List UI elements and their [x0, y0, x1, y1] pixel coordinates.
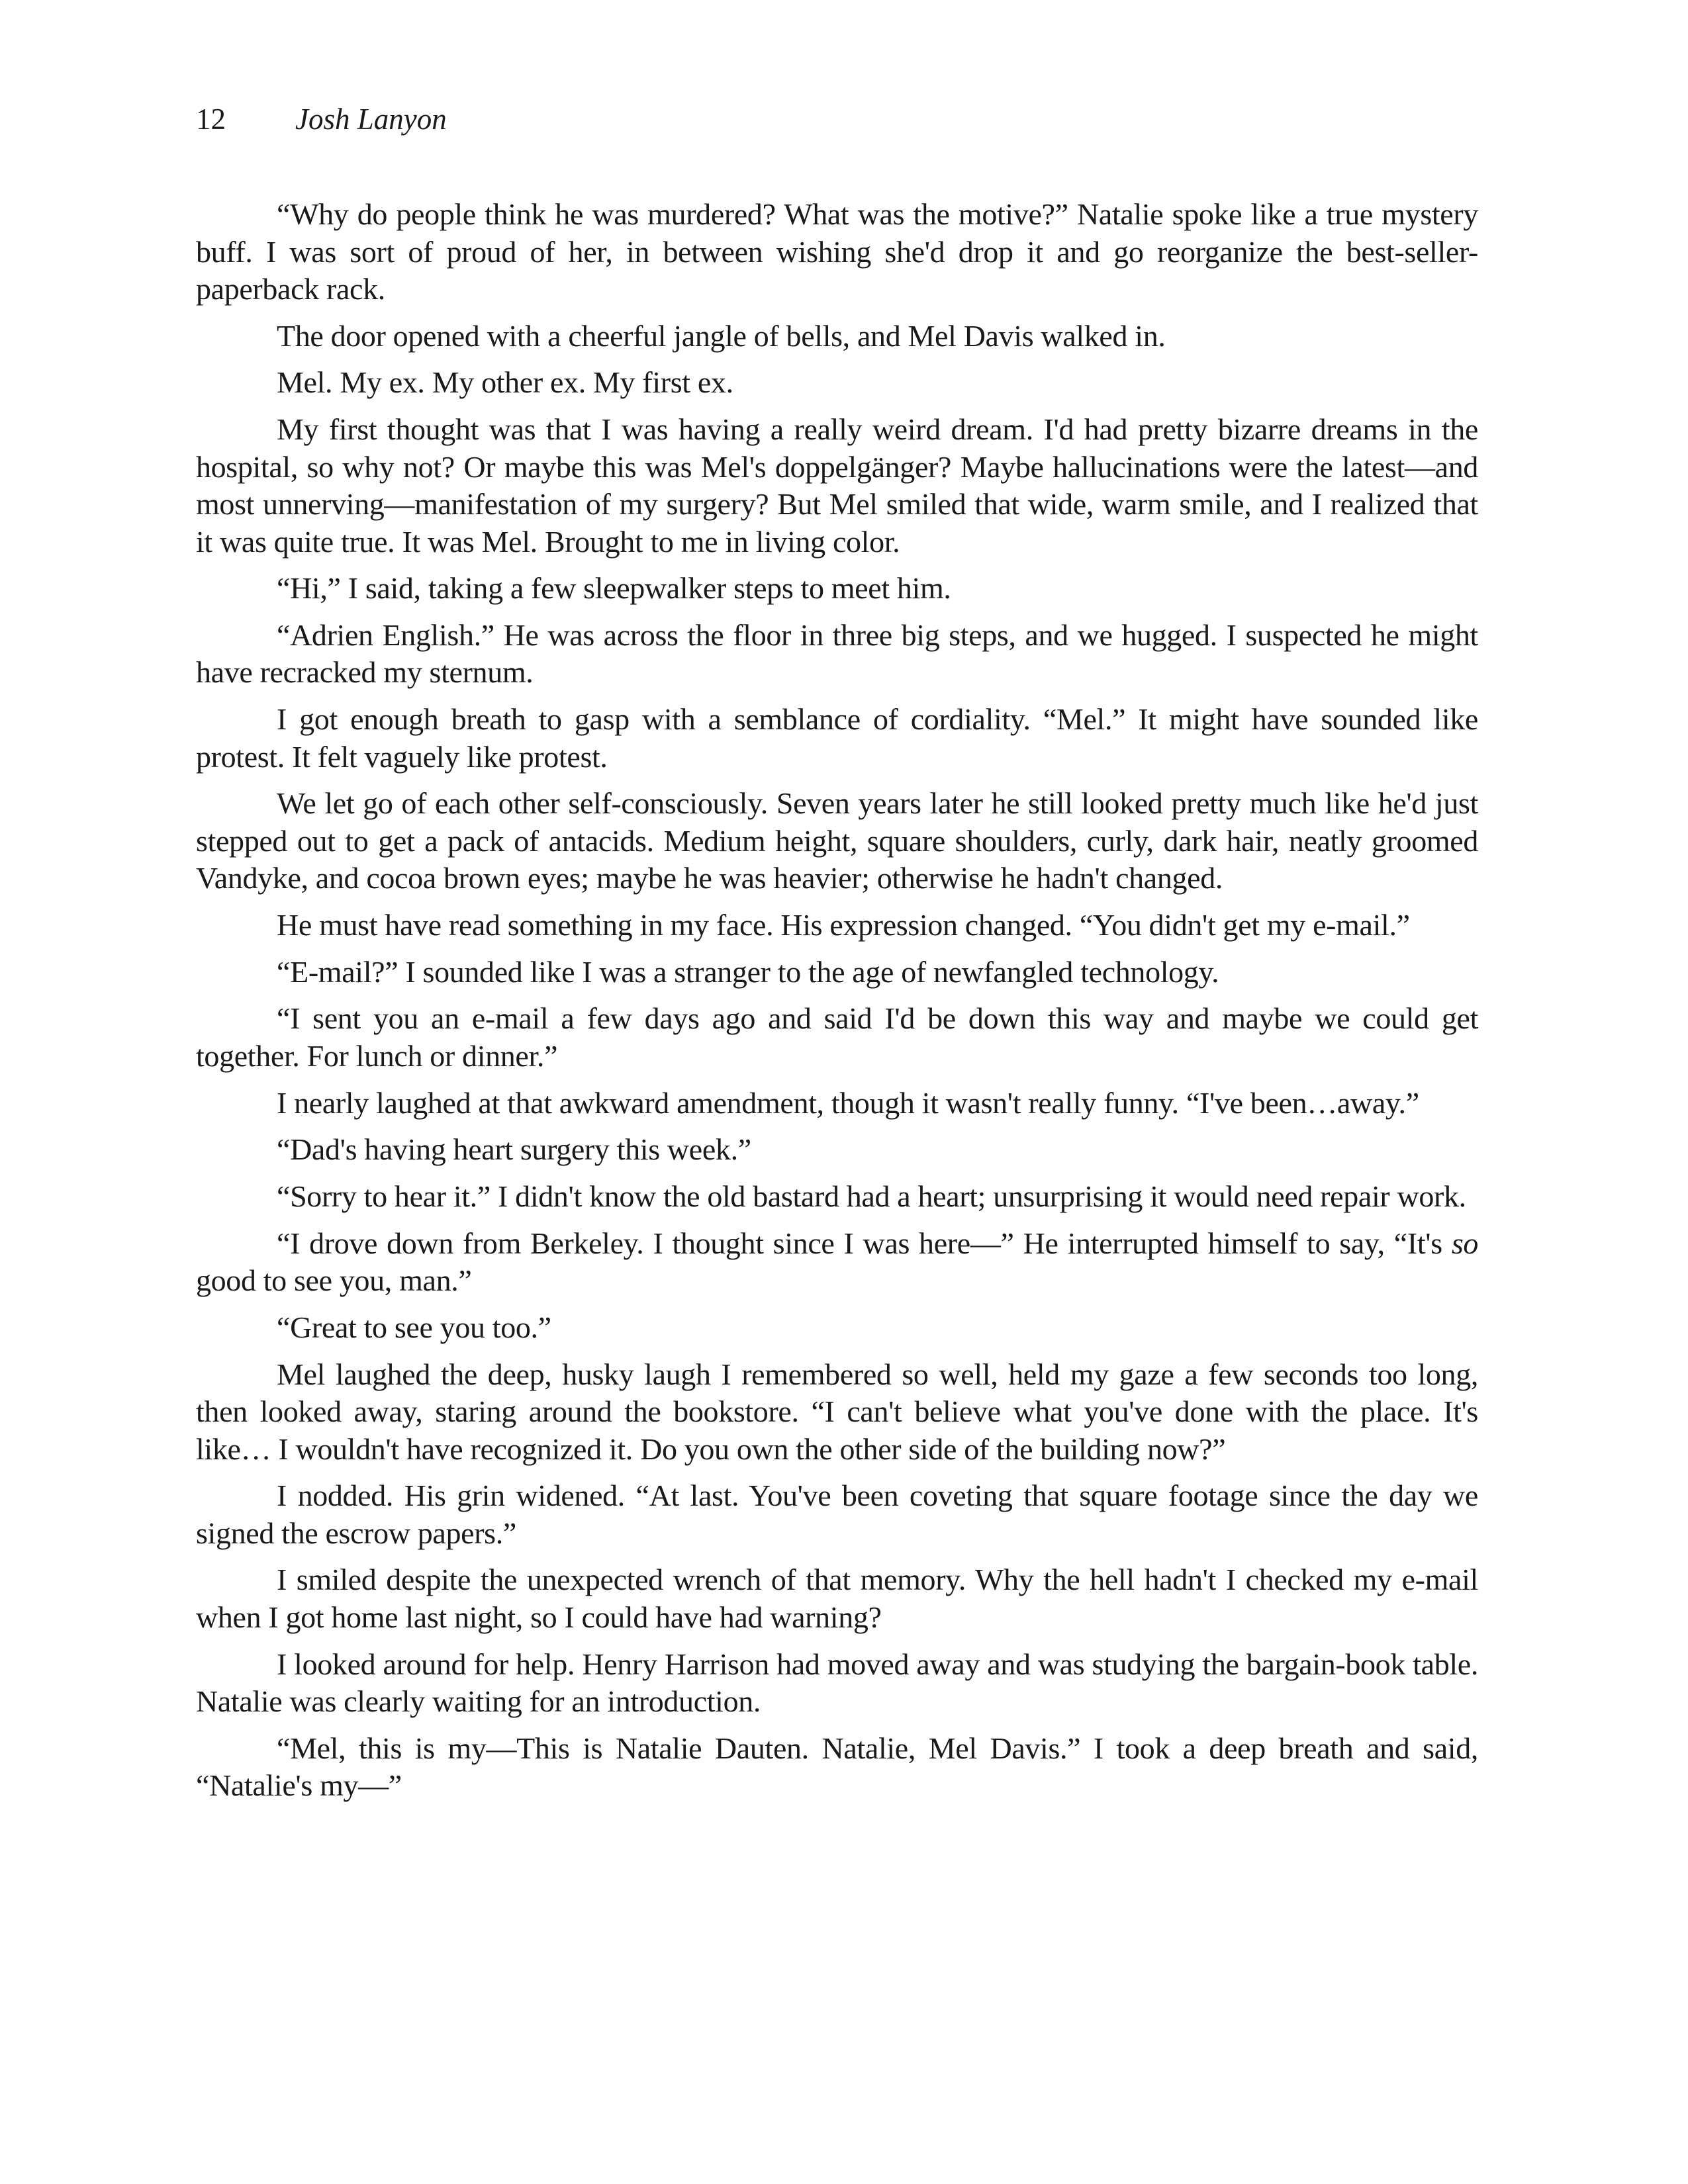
paragraph: I got enough breath to gasp with a semblance of cordiality. “Mel.” It might have sounded like protest. It felt vaguely like protest.	[196, 702, 1478, 774]
paragraph: I smiled despite the unexpected wrench of that memory. Why the hell hadn't I checked my e-mail when I got home last night, so I could have had warning?	[196, 1563, 1478, 1634]
paragraph: Mel laughed the deep, husky laugh I remembered so well, held my gaze a few seconds too long, then looked away, staring around the bookstore. “I can't believe what you've done with the place. It's like… I wouldn't have recognized it. Do you own the other side of the building now?”	[196, 1357, 1478, 1466]
body-text	[196, 196, 1478, 1814]
paragraph: I looked around for help. Henry Harrison had moved away and was studying the bargain-book table. Natalie was clearly waiting for an introduction.	[196, 1647, 1478, 1719]
paragraph: I nearly laughed at that awkward amendment, though it wasn't really funny. “I've been…away.”	[277, 1085, 1419, 1120]
paragraph: He must have read something in my face. His expression changed. “You didn't get my e-mail.”	[277, 908, 1410, 942]
paragraph: I nodded. His grin widened. “At last. You've been coveting that square footage since the day we signed the escrow papers.”	[196, 1479, 1478, 1550]
paragraph-text: good to see you, man.”	[196, 1263, 472, 1298]
paragraph: “Why do people think he was murdered? What was the motive?” Natalie spoke like a true mystery buff. I was sort of proud of her, in between wishing she'd drop it and go reorganize the best-seller-paperback rack.	[196, 197, 1478, 306]
paragraph: “Hi,” I said, taking a few sleepwalker steps to meet him.	[277, 571, 951, 606]
paragraph-with-emphasis	[196, 1225, 1478, 1300]
paragraph-text: “I drove down from Berkeley. I thought since I was here—” He interrupted himself to say,	[277, 1226, 1385, 1260]
paragraph: “Great to see you too.”	[277, 1310, 551, 1344]
paragraph: “I sent you an e-mail a few days ago and said I'd be down this way and maybe we could get together. For lunch or dinner.”	[196, 1001, 1478, 1073]
paragraph: “E-mail?” I sounded like I was a stranger to the age of newfangled technology.	[277, 954, 1219, 989]
page-number: 12	[196, 103, 226, 136]
paragraph-text: “It's	[1393, 1226, 1452, 1260]
paragraph: Mel. My ex. My other ex. My first ex.	[277, 365, 733, 400]
paragraph: The door opened with a cheerful jangle of bells, and Mel Davis walked in.	[277, 318, 1166, 353]
paragraph: “Mel, this is my—This is Natalie Dauten. Natalie, Mel Davis.” I took a deep breath and said, “Natalie's my—”	[196, 1731, 1478, 1803]
paragraph: “Dad's having heart surgery this week.”	[277, 1132, 751, 1167]
running-header-author: Josh Lanyon	[295, 103, 447, 136]
emphasis-text: so	[1451, 1226, 1479, 1260]
paragraph: We let go of each other self-consciously. Seven years later he still looked pretty much like he'd just stepped out to get a pack of antacids. Medium height, square shoulders, curly, dark hair, neatly groomed Vandyke, and cocoa brown eyes; maybe he was heavier; otherwise he hadn't changed.	[196, 786, 1478, 895]
running-header	[196, 101, 447, 138]
paragraph: “Sorry to hear it.” I didn't know the old bastard had a heart; unsurprising it would need repair work.	[277, 1179, 1466, 1213]
paragraph: My first thought was that I was having a really weird dream. I'd had pretty bizarre dreams in the hospital, so why not? Or maybe this was Mel's doppelgänger? Maybe hallucinations were the latest—and most unnerving—manifestation of my surgery? But Mel smiled that wide, warm smile, and I realized that it was quite true. It was Mel. Brought to me in living color.	[196, 412, 1478, 559]
paragraph: “Adrien English.” He was across the floor in three big steps, and we hugged. I suspected he might have recracked my sternum.	[196, 617, 1478, 690]
